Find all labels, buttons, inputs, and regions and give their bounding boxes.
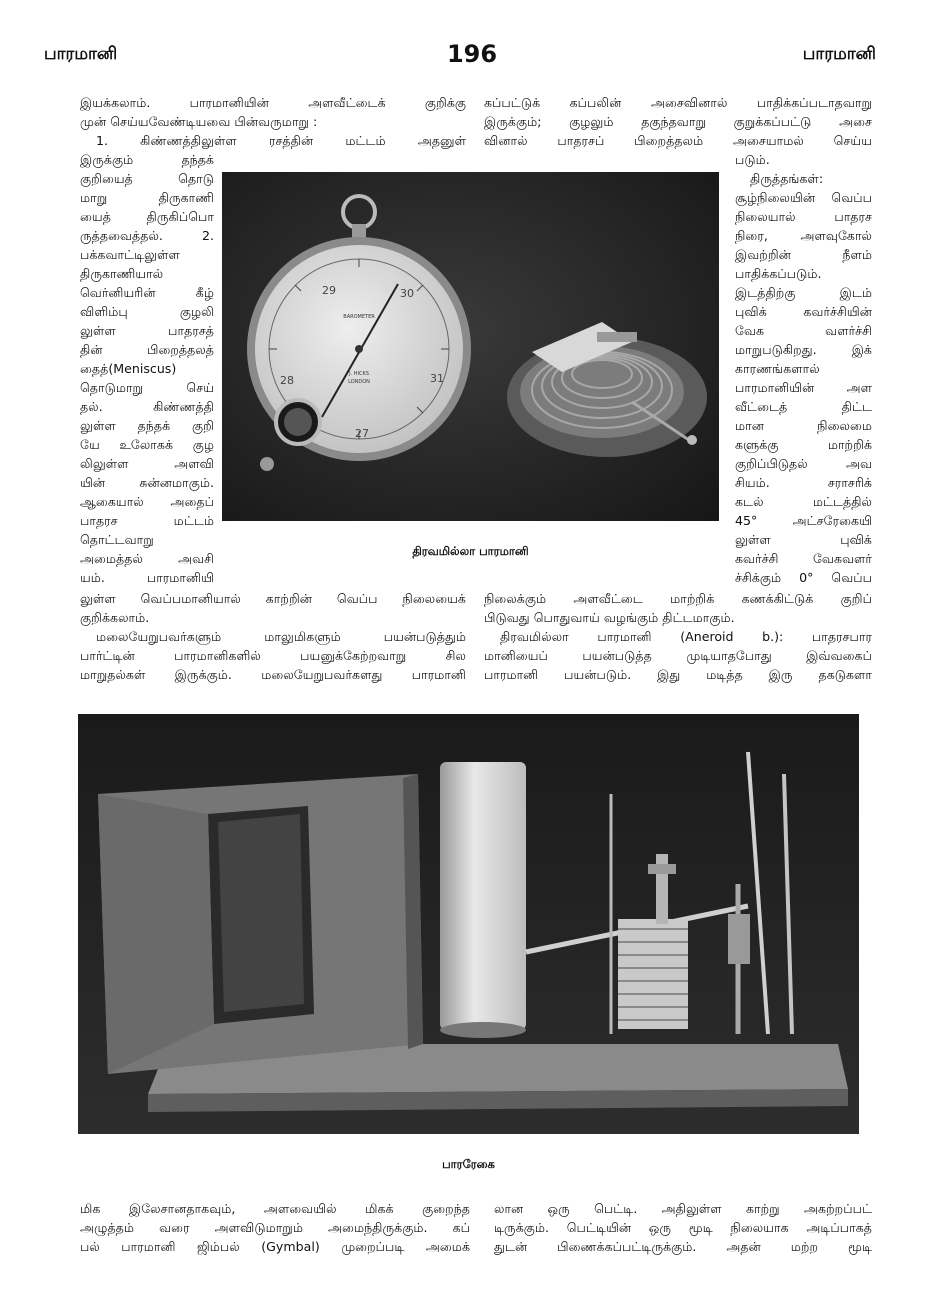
text-line: படும். xyxy=(735,152,770,167)
text-line: நிரை, அளவுகோல் xyxy=(735,228,872,243)
text-line: இருக்கும்; குழலும் தகுந்தவாறு குறுக்கப்பட்டு அசை xyxy=(484,114,872,129)
text-line: விளிம்பு குழலி xyxy=(80,304,214,319)
aneroid-barometer-photo xyxy=(222,172,719,521)
text-line: கடல் மட்டத்தில் xyxy=(735,494,872,509)
text-line: மாறுபடுகிறது. இக் xyxy=(735,342,872,357)
text-line: இவற்றின் நீளம் xyxy=(735,247,872,262)
text-line: மலையேறுபவர்களும் மாலுமிகளும் பயன்படுத்தும் xyxy=(96,629,466,644)
text-line: தொடுமாறு செய் xyxy=(80,380,214,395)
text-line: பாரமானியின் அள xyxy=(735,380,872,395)
text-line: மான நிலைமை xyxy=(735,418,872,433)
text-line: யம். பாரமானியி xyxy=(80,570,214,585)
text-line: குறிப்பிடுதல் அவ xyxy=(735,456,872,471)
dial-number: 28 xyxy=(280,374,294,387)
dial-label: J. HICKS xyxy=(349,371,369,377)
text-line: லுள்ள புவிக் xyxy=(735,532,872,547)
text-line: திருகாணியால் xyxy=(80,266,164,281)
text-line: பாதரச மட்டம் xyxy=(80,513,214,528)
text-line: திருத்தங்கள்: xyxy=(750,171,824,186)
text-line: லுள்ள தந்தக் குறி xyxy=(80,418,214,433)
text-line: வேக வளர்ச்சி xyxy=(735,323,872,338)
text-line: லுள்ள வெப்பமானியால் காற்றின் வெப்ப நிலையைக் xyxy=(80,591,466,606)
running-header-right: பாரமானி xyxy=(802,44,876,64)
text-line: பார்ட்டின் பாரமானிகளில் பயனுக்கேற்றவாறு சில xyxy=(80,648,466,663)
text-line: லுள்ள பாதரசத் xyxy=(80,323,214,338)
text-line: டிருக்கும். பெட்டியின் ஒரு மூடி நிலையாக அடிப்பாகத் xyxy=(494,1220,872,1235)
text-line: பக்கவாட்டிலுள்ள xyxy=(80,247,180,262)
text-line: ருத்தவைத்தல். 2. xyxy=(80,228,214,243)
text-line: யின் சுன்னமாகும். xyxy=(80,475,214,490)
figure-caption-barograph: பாரரேகை xyxy=(442,1157,495,1171)
text-line: குறியைத் தொடு xyxy=(80,171,214,186)
text-line: சூழ்நிலையின் வெப்ப xyxy=(735,190,872,205)
text-line: இடத்திற்கு இடம் xyxy=(735,285,872,300)
text-line: லான ஒரு பெட்டி. அதிலுள்ள காற்று அகற்றப்பட் xyxy=(494,1201,872,1216)
text-line: தொட்டவாறு xyxy=(80,532,154,547)
dial-number: 30 xyxy=(400,287,414,300)
text-line: அழுத்தம் வரை அளவிடுமாறும் அமைந்திருக்கும். கப் xyxy=(80,1220,470,1235)
dial-number: 27 xyxy=(355,427,369,440)
text-line: நிலைக்கும் அளவீட்டை மாற்றிக் கணக்கிட்டுக் குறிப் xyxy=(484,591,872,606)
text-line: பாரமானி பயன்படும். இது மடித்த இரு தகடுகளா xyxy=(484,667,872,682)
text-line: இருக்கும் தந்தக் xyxy=(80,152,214,167)
text-line: புவிக் கவர்ச்சியின் xyxy=(735,304,872,319)
text-line: பல் பாரமானி ஜிம்பல் (Gymbal) முறைப்படி அமைக் xyxy=(80,1239,470,1254)
text-line: மாறுதல்கள் இருக்கும். மலையேறுபவர்களது பாரமானி xyxy=(80,667,466,682)
text-line: களுக்கு மாற்றிக் xyxy=(735,437,872,452)
text-line: 1. கிண்ணத்திலுள்ள ரசத்தின் மட்டம் அதனுள் xyxy=(96,133,466,148)
text-line: சியம். சராசரிக் xyxy=(735,475,872,490)
text-line: அமைத்தல் அவசி xyxy=(80,551,214,566)
text-line: முன் செய்யவேண்டியவை பின்வருமாறு : xyxy=(80,114,318,129)
page-number: 196 xyxy=(446,40,498,68)
text-line: இயக்கலாம். பாரமானியின் அளவீட்டைக் குறிக்கு xyxy=(80,95,466,110)
text-line: துடன் பிணைக்கப்பட்டிருக்கும். அதன் மற்ற மூடி xyxy=(494,1239,872,1254)
text-line: ஆகையால் அதைப் xyxy=(80,494,214,509)
dial-label: LONDON xyxy=(348,379,370,385)
text-line: தைத்(Meniscus) xyxy=(80,361,177,376)
text-line: தல். கிண்ணத்தி xyxy=(80,399,214,414)
text-line: யைத் திருகிப்பொ xyxy=(80,209,214,224)
dial-number: 29 xyxy=(322,284,336,297)
text-line: தின் பிறைத்தலத் xyxy=(80,342,214,357)
text-line: கப்பட்டுக் கப்பலின் அசைவினால் பாதிக்கப்படாதவாறு xyxy=(484,95,872,110)
text-line: மாறு திருகாணி xyxy=(80,190,214,205)
text-line: ச்சிக்கும் 0° வெப்ப xyxy=(735,570,872,585)
text-line: வெர்னியரின் கீழ் xyxy=(80,285,214,300)
dial-number: 31 xyxy=(430,372,444,385)
text-line: கவர்ச்சி வேகவளர் xyxy=(735,551,872,566)
text-line: மானியைப் பயன்படுத்த முடியாதபோது இவ்வகைப் xyxy=(484,648,872,663)
text-line: 45° அட்சரேகையி xyxy=(735,513,872,528)
text-line: வினால் பாதரசப் பிறைத்தலம் அசையாமல் செய்ய xyxy=(484,133,872,148)
text-line: பிடுவது பொதுவாய் வழங்கும் திட்டமாகும். xyxy=(484,610,735,625)
text-line: குறிக்கலாம். xyxy=(80,610,150,625)
text-line: பாதிக்கப்படும். xyxy=(735,266,822,281)
text-line: நிலையால் பாதரச xyxy=(735,209,872,224)
text-line: திரவமில்லா பாரமானி (Aneroid b.): பாதரசபார xyxy=(500,629,872,644)
text-line: காரணங்களால் xyxy=(735,361,820,376)
dial-label: BAROMETER xyxy=(343,314,375,320)
figure-caption-aneroid: திரவமில்லா பாரமானி xyxy=(412,544,529,558)
barograph-photo xyxy=(78,714,859,1134)
running-header-left: பாரமானி xyxy=(44,44,118,64)
text-line: மிக இலேசானதாகவும், அளவையில் மிகக் குறைந்த xyxy=(80,1201,470,1216)
text-line: வீட்டைத் திட்ட xyxy=(735,399,872,414)
text-line: யே உலோகக் குழ xyxy=(80,437,214,452)
text-line: லிலுள்ள அளவி xyxy=(80,456,214,471)
